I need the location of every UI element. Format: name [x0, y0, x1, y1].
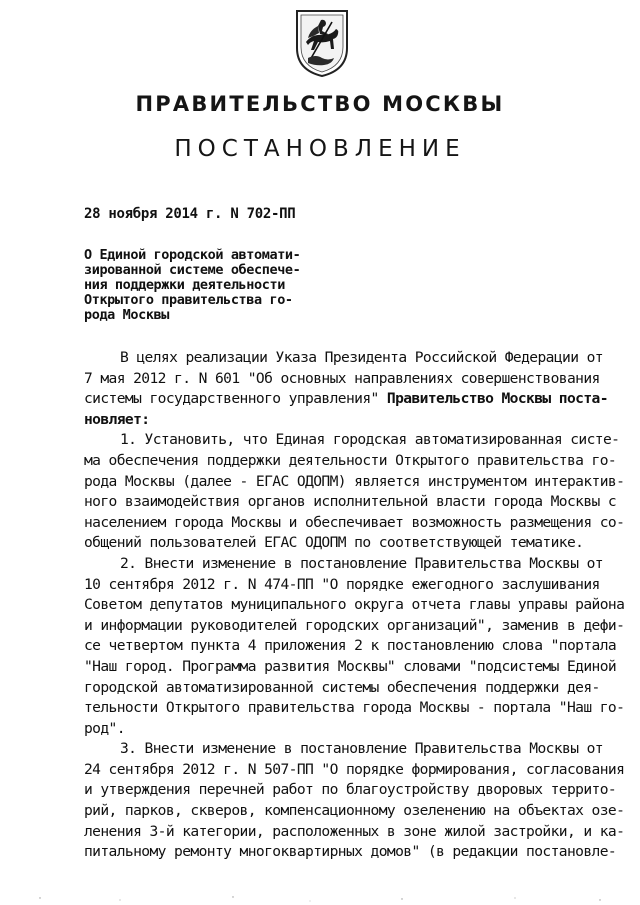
- paragraph-2-line: 10 сентября 2012 г. N 474-ПП "О порядке ежегодного заслушивания: [84, 575, 600, 593]
- document-subject: [84, 248, 324, 323]
- paragraph-3-line: 24 сентября 2012 г. N 507-ПП "О порядке формирования, согласования: [84, 760, 625, 778]
- paragraph-2-line: се четвертом пункта 4 приложения 2 к постановлению слова "портала: [84, 637, 617, 655]
- subject-line: зированной системе обеспече-: [84, 262, 301, 278]
- document-body: [84, 348, 625, 863]
- document-type: ПОСТАНОВЛЕНИЕ: [174, 136, 466, 162]
- paragraph-3-line: рий, парков, скверов, компенсационному озеленению на объектах озе-: [84, 802, 625, 820]
- paragraph-3-line: питальному ремонту многоквартирных домов" (в редакции постановле-: [84, 843, 617, 861]
- paragraph-2-line: 2. Внести изменение в постановление Правительства Москвы от: [120, 554, 603, 572]
- preamble-text: системы государственного управления": [84, 390, 387, 408]
- scan-noise: [0, 890, 640, 905]
- subject-line: О Единой городской автомати-: [84, 247, 301, 263]
- paragraph-2-line: городской автоматизированной системы обеспечения поддержки дея-: [84, 678, 600, 696]
- preamble-line: 7 мая 2012 г. N 601 "Об основных направлениях совершенствования: [84, 369, 600, 387]
- paragraph-1-line: 1. Установить, что Единая городская автоматизированная систе-: [120, 431, 620, 449]
- enacting-clause-end: новляет:: [84, 410, 150, 428]
- paragraph-1-line: ного взаимодействия органов исполнительной власти города Москвы с: [84, 493, 617, 511]
- subject-line: Открытого правительства го-: [84, 292, 293, 308]
- paragraph-2-line: Советом депутатов муниципального округа отчета главы управы района: [84, 596, 625, 614]
- enacting-clause: Правительство Москвы поста-: [386, 390, 608, 408]
- paragraph-2-line: и информации руководителей городских организаций", заменив в дефи-: [84, 616, 625, 634]
- paragraph-1-line: общений пользователей ЕГАС ОДОПМ по соответствующей тематике.: [84, 534, 584, 552]
- paragraph-2-line: "Наш город. Программа развития Москвы" словами "подсистемы Единой: [84, 657, 617, 675]
- government-title: ПРАВИТЕЛЬСТВО МОСКВЫ: [135, 92, 505, 116]
- paragraph-1-line: ма обеспечения поддержки деятельности Открытого правительства го-: [84, 451, 617, 469]
- subject-line: рода Москвы: [84, 307, 170, 323]
- preamble-line: [84, 389, 608, 410]
- paragraph-1-line: рода Москвы (далее - ЕГАС ОДОПМ) является инструментом интерактив-: [84, 472, 625, 490]
- paragraph-3-line: ленения 3-й категории, расположенных в зоне жилой застройки, и ка-: [84, 822, 625, 840]
- document-date-number: 28 ноября 2014 г. N 702-ПП: [84, 206, 296, 222]
- paragraph-1-line: населением города Москвы и обеспечивает возможность размещения со-: [84, 513, 625, 531]
- preamble-line: В целях реализации Указа Президента Российской Федерации от: [120, 349, 603, 366]
- paragraph-2-line: род".: [84, 719, 125, 737]
- paragraph-3-line: 3. Внести изменение в постановление Правительства Москвы от: [120, 740, 603, 758]
- moscow-coat-of-arms-icon: [294, 8, 350, 78]
- paragraph-3-line: и утверждения перечней работ по благоустройству дворовых террито-: [84, 781, 617, 799]
- subject-line: ния поддержки деятельности: [84, 277, 285, 293]
- paragraph-2-line: тельности Открытого правительства города Москвы - портала "Наш го-: [84, 699, 625, 717]
